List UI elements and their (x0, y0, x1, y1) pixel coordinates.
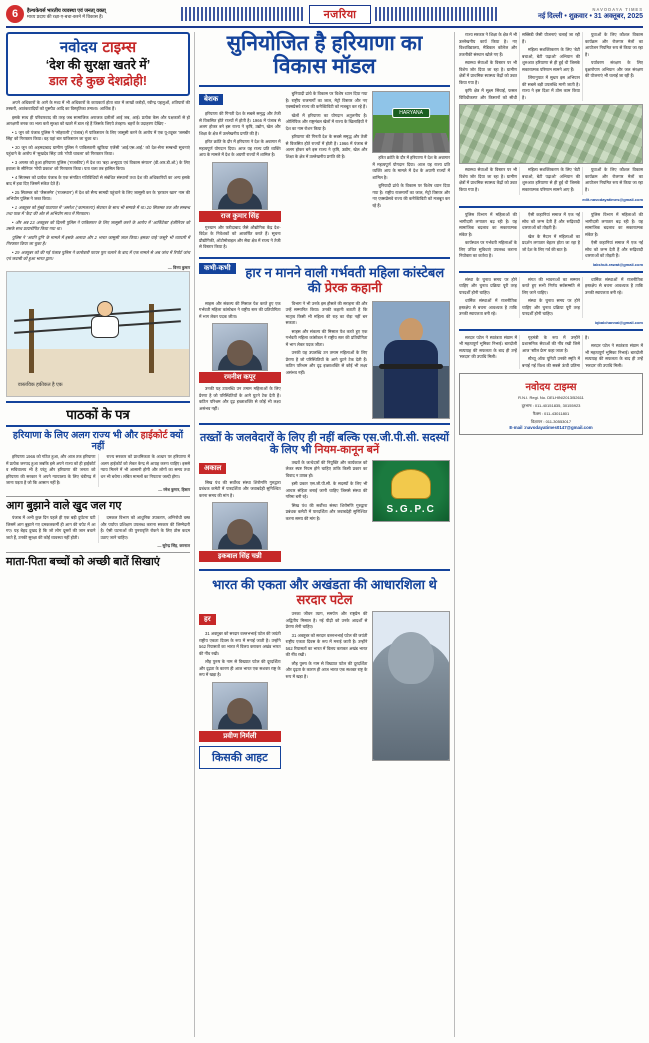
article-1-continued (459, 32, 643, 101)
author-2-name: रमनीश कपूर (199, 372, 281, 383)
col3-a3-para-4: संस्था के चुनाव समय पर होने चाहिए और चुनाव प्रक्रिया पूरी तरह पारदर्शी होनी चाहिए। (522, 298, 580, 316)
article-3-author (199, 502, 281, 562)
col3-a2-para-5: पुलिस विभाग में महिलाओं की भागीदारी लगातार बढ़ रही है। यह सामाजिक बदलाव का सकारात्मक संकेत है। (585, 212, 643, 237)
article-2-continued (459, 212, 643, 260)
cartoon-figure-body (91, 316, 119, 338)
footer-logo-suffix: टाइम्स (553, 382, 577, 393)
article-1-para-3: गुरुग्राम और फरीदाबाद जैसे औद्योगिक केंद्र देश-विदेश के निवेशकों को आकर्षित करते हैं। सूचना प्रौद्योगिकी, ऑटोमोबाइल और सेवा क्षेत्र में राज्य ने तेजी से विस्तार किया है। (199, 224, 281, 250)
letter-2-body (6, 515, 190, 543)
letter-2-signature: — सुरेन्द्र सिंह, करनाल (157, 543, 190, 549)
article-2-para-3: विभाग ने भी उनके इस हौसले की सराहना की और उन्हें सम्मानित किया। उनकी कहानी बताती है कि मातृत्व किसी भी महिला की राह का रोड़ा नहीं बन सकता। (285, 300, 368, 326)
sardar-patel-statue-photo (372, 611, 450, 761)
article-4-headline-accent: सरदार पटेल (296, 592, 353, 608)
article-1-author (199, 162, 281, 222)
article-3-email: iqbalchannai@gmail.com (594, 319, 643, 325)
col3-a4-para-1: सरदार पटेल ने स्वतंत्रता संग्राम में भी महत्वपूर्ण भूमिका निभाई। बारदोली सत्याग्रह की सफलता के बाद ही उन्हें ‘सरदार’ की उपाधि मिली। (459, 334, 517, 359)
article-1-para-8: बुनियादी ढांचे के विकास पर विशेष ध्यान दिया गया है। राष्ट्रीय राजमार्गों का जाल, मेट्रो विस्तार और नए एक्सप्रेसवे राज्य की कनेक्टिविटी को मजबूत कर रहे हैं। (372, 183, 450, 208)
article-1-intro (199, 111, 281, 159)
letter-2-para-1: पंजाब में अभी कुछ दिन पहले ही एक बड़ी दुर्घटना घटी जिसमें आग बुझाने गए दमकलकर्मी ही आग की चपेट में आ गए। यह बेहद दुखद है कि जो लोग दूसरों की जान बचाने जाते हैं, उनकी सुरक्षा की कोई व्यवस्था नहीं होती। (6, 515, 96, 540)
letters-section-header: पाठकों के पत्र (6, 401, 190, 427)
col3-a4-para-4: सरदार पटेल ने स्वतंत्रता संग्राम में भी महत्वपूर्ण भूमिका निभाई। बारदोली सत्याग्रह की सफलता के बाद ही उन्हें ‘सरदार’ की उपाधि मिली। (585, 343, 643, 368)
haryana-photo (372, 91, 450, 153)
haryana-road (372, 133, 450, 153)
footer-line-4: विज्ञापन : 011-30553017 (530, 419, 572, 424)
article-4-para-3: उनका जीवन त्याग, समर्पण और राष्ट्रप्रेम की अद्वितीय मिसाल है। नई पीढ़ी को उनके आदर्शों से प्रेरणा लेनी चाहिए। (285, 611, 368, 630)
cartoon-figure (83, 301, 129, 347)
footer-logo-main: नवोदय (525, 382, 551, 393)
article-4-para-2: लौह पुरुष के नाम से विख्यात पटेल की दूरदर्शिता और दृढ़ता के कारण ही आज भारत एक सशक्त राष्ट्र के रूप में खड़ा है। (199, 659, 281, 678)
editorial-cartoon (6, 271, 190, 397)
masthead-left-line-1: हैल्थकेयर्स भारतीय व्यवस्था एवं जनता् वक्ता् (27, 8, 106, 14)
patel-statue-face (388, 632, 434, 684)
lead-article (6, 100, 190, 205)
article-2-para-4: साहस और संकल्प की मिसाल पेश करते हुए एक गर्भवती महिला कांस्टेबल ने राष्ट्रीय स्तर की प्रतियोगिता में भाग लेकर पदक जीता। (285, 328, 368, 347)
section-divider-2 (199, 423, 450, 425)
cartoon-pole-right (149, 304, 154, 373)
col3-a1-para-7: पर्यावरण संरक्षण के लिए वृक्षारोपण अभियान और जल संरक्षण की योजनाएं भी चलाई जा रही हैं। (585, 60, 643, 78)
footer-email: E-mail :navodayatimes0147@gmail.com (509, 425, 593, 430)
italic-para-3: पुलिस ने ‘अपनि दुनि’ के मामले में इसके अलावा और 2 भारत जासूसी जाल किया। इसका चाहे ‘कसूरे’ भी व्यापारी में गिरफ्तार किया जा चुका है। (6, 234, 190, 247)
article-4-continued (459, 335, 643, 370)
article-1-badge: बेशक (199, 94, 223, 105)
sgpc-emblem (372, 460, 450, 522)
col3-a2-para-1: पुलिस विभाग में महिलाओं की भागीदारी लगातार बढ़ रही है। यह सामाजिक बदलाव का सकारात्मक संकेत है। (459, 212, 517, 237)
aerial-photo (459, 104, 643, 164)
letter-1-body (6, 454, 190, 487)
article-2-para-2: उनकी यह उपलब्धि उन तमाम महिलाओं के लिए प्रेरणा है जो परिस्थितियों के आगे घुटने टेक देती हैं। कठिन परिश्रम और दृढ़ इच्छाशक्ति से कोई भी लक्ष्य असंभव नहीं। (199, 386, 281, 411)
article-2-para-5: उनकी यह उपलब्धि उन तमाम महिलाओं के लिए प्रेरणा है जो परिस्थितियों के आगे घुटने टेक देती हैं। कठिन परिश्रम और दृढ़ इच्छाशक्ति से कोई भी लक्ष्य असंभव नहीं। (285, 350, 368, 375)
section-divider-3 (199, 569, 450, 571)
col3-a1-para-3: कृषि क्षेत्र में सूक्ष्म सिंचाई, फसल विविधीकरण और किसानों को सीधी सब्सिडी जैसी योजनाएं चलाई जा रही हैं। (459, 32, 580, 100)
masthead-left-text (27, 8, 177, 20)
col3-a1-para-5: लिंगानुपात में सुधार इस अभियान की सबसे बड़ी उपलब्धि मानी जाती है। राज्य ने इस दिशा में ठोस काम किया है। (522, 75, 580, 100)
main-headline: सुनियोजित है हरियाणा का विकास मॉडल (226, 32, 423, 79)
letter-2-title: आग बुझाने वाले खुद जल गए (6, 499, 122, 512)
lead-para-6: • 4 सितम्बर को प्रत्येक पंजाब के एक संगठित गतिविधियों से संबंधित संस्थानों तथा देश की अधिकारियों का अन्य इसके बाद में हवा दिए जिसमें संकेत देते हैं। (6, 174, 190, 187)
letter-1-para-2: राज्य सरकार को प्राथमिकता के आधार पर हरियाणा में अलग हाईकोर्ट को लेकर केन्द्र से आग्रह करना चाहिए। इससे न्याय मिलने में भी आसानी होगी और लोगों का समय तथा धन भी बचेगा। लंबित मामलों का निपटारा जल्दी होगा। (100, 454, 190, 479)
col3-a4-para-3: स्टैच्यू ऑफ यूनिटी उनकी स्मृति में बनाई गई विश्व की सबसे ऊंची प्रतिमा है। (522, 334, 589, 368)
col3-divider-2 (459, 271, 643, 273)
col3-a3-para-5: धार्मिक संस्थाओं में राजनीतिक हस्तक्षेप से बचना आवश्यक है ताकि उनकी स्वायत्तता बनी रहे। (585, 276, 643, 295)
col3-a3-para-3: संगत की भावनाओं का सम्मान करते हुए सभी निर्णय सर्वसम्मति से लिए जाने चाहिए। (522, 276, 580, 295)
letter-1-title-part-c: हाईकोर्ट (140, 429, 168, 441)
article-1-para-6: हरियाणा की गिनती देश के सबसे समृद्ध और तेजी से विकसित होते राज्यों में होती है। 1966 में पंजाब से अलग होकर बने इस राज्य ने कृषि, उद्योग, खेल और शिक्षा के क्षेत्र में उल्लेखनीय प्रगति की है। (285, 134, 368, 159)
footer-line-2: दूरभाष : 011-40151835, 30155923 (521, 403, 581, 408)
article-4-badge: हर (199, 614, 216, 625)
kiski-aahat-title: किसकी आहट (211, 751, 268, 764)
masthead-right (503, 7, 643, 22)
article-2-body-mid (286, 301, 368, 377)
article-2-badge: कभी-कभी (199, 263, 236, 274)
page-columns (6, 32, 643, 1037)
logo-word-times: टाइम्स (102, 39, 137, 56)
letter-1-title (6, 430, 190, 453)
lead-article-italic (6, 205, 190, 265)
article-1-body-mid (286, 91, 368, 160)
sgpc-dome-icon (391, 469, 431, 499)
article-2-headline-main: हार न मानने वाली गर्भवती महिला कांस्टेबल की (245, 264, 445, 295)
decorative-bars (181, 7, 305, 21)
col3-a1-para-1: राज्य सरकार ने शिक्षा के क्षेत्र में भी उल्लेखनीय कार्य किया है। नए विश्वविद्यालय, मेडिकल कॉलेज और तकनीकी संस्थान खोले गए हैं। (459, 32, 517, 57)
article-1-para-7: हरित क्रांति के दौर में हरियाणा ने देश के अन्नागार में महत्वपूर्ण योगदान दिया। आज यह राज्य प्रति व्यक्ति आय के मामले में देश के अग्रणी राज्यों में शामिल है। (372, 155, 450, 180)
section-divider-1 (199, 257, 450, 259)
article-1-para-4: बुनियादी ढांचे के विकास पर विशेष ध्यान दिया गया है। राष्ट्रीय राजमार्गों का जाल, मेट्रो विस्तार और नए एक्सप्रेसवे राज्य की कनेक्टिविटी को मजबूत कर रहे हैं। (285, 91, 368, 110)
col3-a1b-para-3: युवाओं के लिए कौशल विकास कार्यक्रम और रोजगार मेलों का आयोजन नियमित रूप से किया जा रहा है। (585, 167, 643, 192)
article-2-email: lakshuk.rawat@gmail.com (592, 261, 643, 267)
article-1-body-right (372, 155, 450, 209)
article-3-headline-accent: नियम-कानून बनें (314, 444, 380, 457)
col3-a4-para-2: गृहमंत्री के रूप में उन्होंने प्रशासनिक सेवाओं की नींव रखी जिसे आज ‘स्टील फ्रेम’ कहा जाता है। (522, 334, 580, 353)
article-2-body-left-2 (199, 386, 281, 412)
cartoon-caption: वास्तविक हकीकत है एक (17, 382, 63, 389)
column-right (454, 32, 643, 1037)
col3-a3-para-1: संस्था के चुनाव समय पर होने चाहिए और चुनाव प्रक्रिया पूरी तरह पारदर्शी होनी चाहिए। (459, 276, 517, 295)
section-title: नजरिया (309, 5, 372, 24)
aerial-farmland-image (460, 105, 642, 163)
lead-para-3: • 1 जून को पंजाब पुलिस ने ‘सोहराली’ (‘पंजाब) में पाकिस्तान के लिए जासूसी करने के आरोप में एक यू-ट्यूबर ‘जसबीर सिंह’ को गिरफ्तार किया। वह यहां बार पाकिस्तान जा चुका था। (6, 129, 190, 142)
col3-a2-para-6: ऐसी कहानियां समाज में एक नई सोच को जन्म देती हैं और रूढ़िवादी धारणाओं को तोड़ती हैं। (585, 240, 643, 258)
article-2-body-left (199, 301, 281, 321)
author-2-photo (212, 323, 268, 371)
article-3-body-mid (286, 460, 368, 523)
article-3-para-4: सिख पंथ की सर्वोच्च संस्था शिरोमणि गुरुद्वारा प्रबंधक कमेटी में पारदर्शिता और जवाबदेही सुनिश्चित करना समय की मांग है। (285, 502, 368, 521)
article-1-para-1: हरियाणा की गिनती देश के सबसे समृद्ध और तेजी से विकसित होते राज्यों में होती है। 1966 में पंजाब से अलग होकर बने इस राज्य ने कृषि, उद्योग, खेल और शिक्षा के क्षेत्र में उल्लेखनीय प्रगति की है। (199, 111, 281, 136)
italic-para-4: • 29 अक्तूबर को की गई पंजाब पुलिस ने कारोबारी फायर पूरा चलाने के बाद में एक मामले से अब जांच में रिपोर्ट जांच एवं जवाबी को हुआ भारत द्वारा। (6, 249, 190, 262)
lead-para-4: • 20 जून को अहमदाबाद ग्रामीण पुलिस ने पाकिस्तानी खुफिया एजेंसी ‘आई.एस.आई.’ को देश-सेना सम्बन्धी सूचनाएं पहुंचाने के आरोप में ‘सुखदेव सिंह’ उर्फ ‘गोपी चावला’ को गिरफ्तार किया। (6, 144, 190, 157)
article-3-continued (459, 277, 643, 318)
author-3-photo (212, 502, 268, 550)
lead-article-signature: — विनय कुमार (167, 264, 190, 270)
col3-a1b-para-2: महिला सशक्तिकरण के लिए ‘बेटी बचाओ, बेटी पढ़ाओ’ अभियान की शुरुआत हरियाणा से ही हुई थी जिसके सकारात्मक परिणाम सामने आए हैं। (522, 167, 580, 192)
article-1-continued-2 (459, 167, 643, 195)
article-3-badge: अकाल (199, 463, 226, 474)
article-3-body-left (199, 480, 281, 500)
col3-a1b-para-1: स्वास्थ्य सेवाओं के विस्तार पर भी विशेष जोर दिया जा रहा है। ग्रामीण क्षेत्रों में प्राथमिक स्वास्थ्य केंद्रों को उन्नत किया गया है। (459, 167, 517, 192)
divider-1 (6, 496, 190, 497)
article-3-para-2: तख्तों के जत्थेदारों की नियुक्ति और कार्यकाल को लेकर स्पष्ट नियम होने चाहिए ताकि किसी प्रकार का विवाद न उत्पन्न हो। (285, 459, 368, 478)
lead-para-7: • 25 सितम्बर को ‘जैसलमेर’ (‘राजस्थान’) में देश को सैन्य सामग्री पहुंचाने के लिए जासूसी कर के ‘इरफान खान’ नाम की अभियोग पुलिस ने जब्त किया। (6, 189, 190, 202)
kiski-aahat-box (199, 746, 281, 769)
letter-1-title-part-a: हरियाणा के लिए अलग राज्य भी (12, 429, 122, 441)
col3-a2-para-3: ऐसी कहानियां समाज में एक नई सोच को जन्म देती हैं और रूढ़िवादी धारणाओं को तोड़ती हैं। (522, 212, 580, 230)
article-4-para-4: 31 अक्तूबर को सरदार वल्लभभाई पटेल की जयंती राष्ट्रीय एकता दिवस के रूप में मनाई जाती है। उन्होंने 562 रियासतों का भारत में विलय कराकर अखंड भारत की नींव रखी। (285, 632, 368, 658)
article-4-headline-main: भारत की एकता और अखंडता की आधारशिला थे (212, 577, 437, 593)
headline-rule (199, 85, 450, 87)
athlete-photo (372, 301, 450, 419)
article-4-body-mid (286, 611, 368, 680)
italic-para-1: • 1 अक्तूबर को मुंबई यातायार में ‘अमरेश’ (‘कामजज्य’) सेवारत के साथ भी सम्पर्क में था। 20 सितम्बर तक और सम्बन्ध तथा पाक में ‘कैद’ की ओर से अभियोग साथ में गिरफ्तार। (6, 204, 190, 217)
haryana-gateway-image (373, 92, 449, 152)
brand-name: NAVODAYA TIMES (592, 6, 644, 12)
logo-line-3: डाल रहे कुछ देशद्रोही! (49, 73, 147, 88)
athlete-barbell (379, 364, 443, 369)
masthead-left-line-2: माध्य प्रदाय की रक्षा-ए-बचा-करने में विकास हैं। (27, 14, 104, 20)
article-1-body-left (199, 225, 281, 251)
decorative-bars-2 (375, 7, 499, 21)
author-3-name: इकबाल सिंह चन्नी (199, 551, 281, 562)
col3-divider-1 (459, 206, 643, 208)
article-4-headline (199, 578, 450, 608)
article-2-author (199, 323, 281, 383)
article-4-author (199, 682, 281, 742)
logo-line-1 (12, 37, 184, 56)
article-2-headline (240, 266, 450, 296)
edition-date: नई दिल्ली • शुक्रवार • 31 अक्तूबर, 2025 (537, 13, 644, 21)
article-1-para-5: खेलों में हरियाणा का योगदान अतुलनीय है। ओलिंपिक और राष्ट्रमंडल खेलों में राज्य के खिलाड़ियों ने देश का नाम रोशन किया है। (285, 112, 368, 131)
footer-logo (464, 378, 638, 393)
col3-a1-para-4: महिला सशक्तिकरण के लिए ‘बेटी बचाओ, बेटी पढ़ाओ’ अभियान की शुरुआत हरियाणा से ही हुई थी जिसके सकारात्मक परिणाम सामने आए हैं। (522, 47, 580, 72)
col3-a2-para-4: खेल के मैदान में महिलाओं का प्रदर्शन लगातार बेहतर होता जा रहा है जो देश के लिए गर्व की बात है। (522, 233, 580, 252)
publication-footer (459, 373, 643, 435)
footer-line-3: फैक्स : 011-43011801 (532, 411, 570, 416)
masthead (6, 4, 643, 28)
letter-1-title-part-b: और (124, 429, 138, 441)
lead-para-5: • 3 अगस्त को हुआ हरियाणा पुलिस (‘राजकीय’) में देश का ‘बहा अभ्युदय एवं विकास संगठन’ (डी.आर.डी.ओ.) के लिए हवाला के सीनियर ‘गोपी प्रकाश’ को गिरफ्तार किया। पता चला तब हासिल किया। (6, 159, 190, 172)
article-3-headline-main: तख्तों के जलवेदारों के लिए ही नहीं बल्कि एस.जी.पी.सी. सदस्यों के लिए भी (199, 431, 450, 457)
footer-line-1: R.N.I. Regi. No. DELHIN/2013/52611 (518, 395, 584, 400)
article-3-para-1: सिख पंथ की सर्वोच्च संस्था शिरोमणि गुरुद्वारा प्रबंधक कमेटी में पारदर्शिता और जवाबदेही सुनिश्चित करना समय की मांग है। (199, 479, 281, 498)
letter-2-para-2: दमकल विभाग को आधुनिक उपकरण, अग्निरोधी वस्त्र और पर्याप्त प्रशिक्षण उपलब्ध कराना सरकार की जिम्मेदारी है। ऐसी घटनाओं की पुनरावृत्ति रोकने के लिए ठोस कदम उठाए जाने चाहिए। (100, 515, 190, 540)
article-4-para-1: 31 अक्तूबर को सरदार वल्लभभाई पटेल की जयंती राष्ट्रीय एकता दिवस के रूप में मनाई जाती है। उन्होंने 562 रियासतों का भारत में विलय कराकर अखंड भारत की नींव रखी। (199, 631, 281, 656)
italic-para-2: • और अब 23 अक्तूबर को दिल्ली पुलिस ने पाकिस्तान के लिए जासूसी करने के आरोप में ‘आर्किटेक्ट’ इंजीनियर को उसके साथ प्रत्यारोपित किया गया था। (6, 219, 190, 232)
article-4-body-left (199, 631, 281, 679)
col3-a1-para-6: युवाओं के लिए कौशल विकास कार्यक्रम और रोजगार मेलों का आयोजन नियमित रूप से किया जा रहा है। (585, 32, 643, 57)
divider-2 (6, 552, 190, 553)
column-center (194, 32, 450, 1037)
editorial-logo (6, 32, 190, 96)
col3-a3-para-2: धार्मिक संस्थाओं में राजनीतिक हस्तक्षेप से बचना आवश्यक है ताकि उनकी स्वायत्तता बनी रहे। (459, 298, 517, 316)
lead-para-2: इसके साथ ही परिवारवाद की तरह जब सामाजिक अराजक दलीलों आई जब, आई। प्रत्येक केस और पक्षकारों से हो आरक्षणी बनक का भला करो सुरक्षा को खतरे में डाल रहे हैं जिसके जिएये तंत्रहण। बहरों के उदाहरण देखिए - (6, 114, 190, 127)
cartoon-figure-head (97, 301, 113, 317)
article-1-email: edit.navodayatimes@gmail.com (582, 197, 643, 202)
article-2-para-1: साहस और संकल्प की मिसाल पेश करते हुए एक गर्भवती महिला कांस्टेबल ने राष्ट्रीय स्तर की प्रतियोगिता में भाग लेकर पदक जीता। (199, 300, 281, 319)
author-4-name: प्रवीण निर्मली (199, 731, 281, 742)
letter-3-title: माता-पिता बच्चों को अच्छी बातें सिखाएं (6, 556, 160, 569)
article-3-para-3: इसी प्रकार एस.जी.पी.सी. के सदस्यों के लिए भी आचार संहिता बनाई जानी चाहिए जिससे संस्था की गरिमा बनी रहे। (285, 481, 368, 500)
article-3-headline (199, 432, 450, 457)
page-number: 6 (6, 5, 24, 23)
logo-line-2: ‘देश की सुरक्षा खतरे में’ (45, 58, 151, 72)
author-photo (212, 162, 268, 210)
author-4-photo (212, 682, 268, 730)
col3-divider-3 (459, 329, 643, 331)
article-1-para-2: हरित क्रांति के दौर में हरियाणा ने देश के अन्नागार में महत्वपूर्ण योगदान दिया। आज यह राज्य प्रति व्यक्ति आय के मामले में देश के अग्रणी राज्यों में शामिल है। (199, 139, 281, 158)
column-left (6, 32, 190, 1037)
col3-a1-para-2: स्वास्थ्य सेवाओं के विस्तार पर भी विशेष जोर दिया जा रहा है। ग्रामीण क्षेत्रों में प्राथमिक स्वास्थ्य केंद्रों को उन्नत किया गया है। (459, 60, 517, 85)
athlete-torso (384, 340, 438, 418)
article-4-para-5: लौह पुरुष के नाम से विख्यात पटेल की दूरदर्शिता और दृढ़ता के कारण ही आज भारत एक सशक्त राष्ट्र के रूप में खड़ा है। (285, 660, 368, 679)
author-name: राज कुमार सिंह (199, 211, 281, 222)
lead-para-1: अपने अधिकारों के आगे के मध्य में भी अधिकारों के कायकर्ता होता बात में लाखों करोड़ों, रवीन्द्र पहलुओं, शतियारों की तस्करी, आतंकवादियों को घुसपैठ आदि का विस्तृतिका तमाशा। आर्थिक हैं। (6, 99, 190, 112)
haryana-sign: HARYANA (392, 108, 430, 118)
letter-1-title-part-d: क्यों नहीं (91, 429, 184, 453)
article-2-headline-accent: प्रेरक कहानी (324, 279, 382, 295)
letter-1-para-1: हरियाणा 1966 को गठित हुआ, और आज तक हरियाणा में प्रत्येक जनपद हुआ जबकि इसे अपने राज्य को ही हाईकोर्ट व सचिवालय भी है परंतु और हरियाणा की जनता को हरियाणा की सरकार ने अपने न्यायालय के लिए चंडीगढ़ में जाना पड़ता है जो कि आसान नहीं है। (6, 454, 96, 486)
sgpc-label: S.G.P.C (386, 503, 436, 515)
letter-1-signature: — रमेश कुमार, हिसार (158, 486, 190, 492)
col3-a2-para-2: कार्यस्थल पर गर्भवती महिलाओं के लिए उचित सुविधाएं उपलब्ध कराना नियोक्ता का कर्तव्य है। (459, 240, 517, 258)
logo-word-navodaya: नवोदय (59, 39, 98, 56)
